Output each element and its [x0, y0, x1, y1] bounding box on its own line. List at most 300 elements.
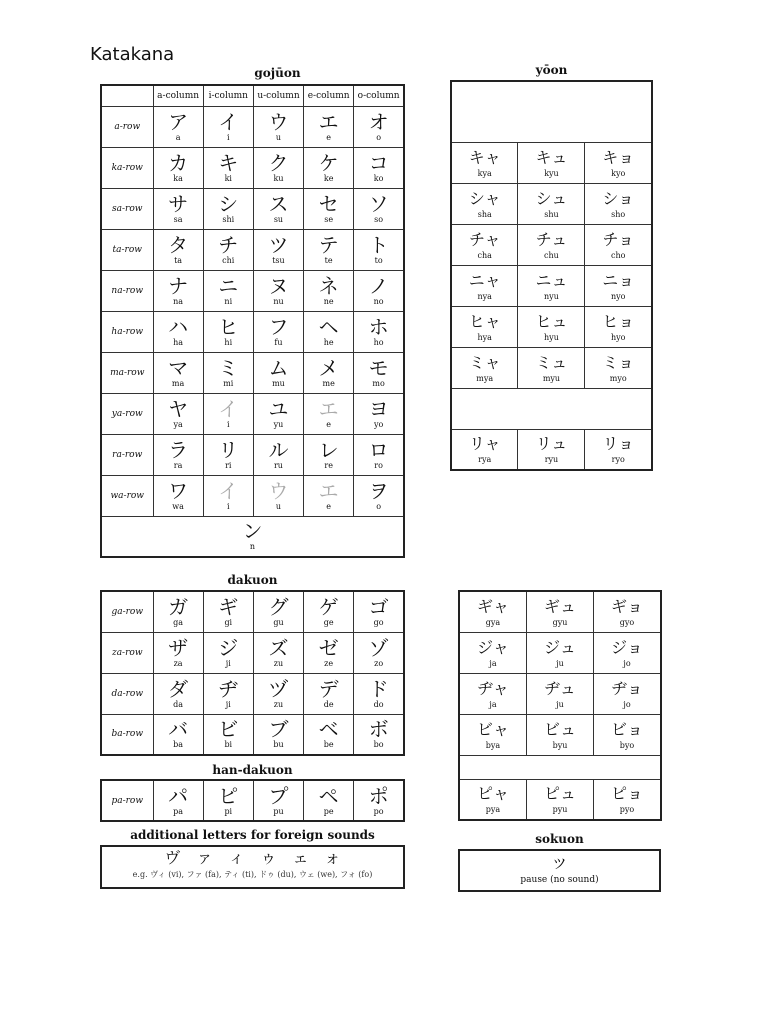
kana-cell [203, 780, 253, 821]
romaji-label: ma [171, 379, 185, 388]
kana-cell [585, 142, 652, 183]
kana-cell [253, 230, 303, 271]
row-label: ka-row [101, 148, 153, 189]
kana-glyph: ダ [168, 676, 189, 701]
kana-glyph: ニョ [602, 270, 635, 290]
kana-cell [304, 591, 354, 632]
kana-glyph: ヌ [268, 274, 289, 298]
romaji-label: ryu [544, 455, 559, 465]
kana-cell [304, 435, 354, 476]
kana-cell [153, 591, 203, 632]
kana-cell [153, 714, 203, 755]
romaji-label: ki [224, 174, 232, 183]
column-header: o-column [354, 85, 404, 107]
kana-glyph: ヂ [218, 676, 239, 701]
kana-glyph: メ [318, 356, 339, 380]
romaji-label: mya [476, 373, 494, 383]
kana-glyph: ヂャ [477, 678, 509, 698]
kana-cell [253, 714, 303, 755]
romaji-label: zu [273, 658, 284, 668]
kana-cell [354, 632, 404, 673]
kana-cell [354, 189, 404, 230]
romaji-label: gi [224, 617, 233, 627]
kana-cell [354, 435, 404, 476]
kana-glyph: ゾ [368, 635, 389, 660]
romaji-label: nya [477, 291, 492, 301]
kana-cell [354, 148, 404, 189]
kana-glyph: レ [318, 438, 339, 462]
romaji-label: tsu [272, 256, 285, 265]
kana-glyph: ク [268, 151, 289, 175]
romaji-label: a [175, 133, 181, 142]
kana-cell [253, 476, 303, 517]
kana-glyph: ヂュ [544, 678, 576, 698]
kana-cell [585, 224, 652, 265]
row-label: ha-row [101, 312, 153, 353]
romaji-label: zu [273, 699, 284, 709]
kana-glyph: ミャ [468, 352, 501, 372]
romaji-label: i [227, 420, 230, 429]
kana-glyph: ス [268, 192, 289, 216]
romaji-label: ja [489, 699, 497, 709]
kana-cell [451, 306, 518, 347]
kana-glyph: エ [318, 397, 339, 421]
kana-cell [253, 435, 303, 476]
kana-cell [527, 591, 594, 632]
kana-glyph: ロ [368, 438, 389, 462]
romaji-label: yo [373, 420, 384, 429]
romaji-label: o [376, 502, 382, 511]
kana-cell [585, 306, 652, 347]
foreign-example: e.g. ヴィ (vi), ファ (fa), ティ (ti), ドゥ (du), ウェ (we), フォ (fo) [132, 870, 373, 879]
kana-cell [253, 148, 303, 189]
romaji-label: jo [623, 699, 631, 709]
kana-glyph: ゴ [368, 594, 389, 619]
table-row [101, 435, 404, 476]
romaji-label: jo [623, 658, 631, 668]
kana-cell [203, 189, 253, 230]
romaji-label: to [374, 256, 383, 265]
kana-glyph: ピョ [610, 784, 643, 804]
kana-glyph: ル [268, 438, 289, 462]
kana-cell [354, 780, 404, 821]
kana-cell [354, 714, 404, 755]
kana-cell [354, 394, 404, 435]
table-row [101, 312, 404, 353]
romaji-label: hya [477, 332, 492, 342]
romaji-label: go [373, 617, 384, 627]
kana-cell [203, 230, 253, 271]
kana-glyph: ウ [268, 110, 289, 134]
kana-glyph: ア [168, 110, 189, 134]
romaji-label: rya [478, 455, 492, 465]
romaji-label: be [323, 740, 334, 750]
romaji-label: pyu [552, 805, 568, 815]
yoon-table [450, 80, 653, 471]
kana-cell [527, 632, 594, 673]
kana-glyph: ピ [218, 783, 239, 808]
sokuon-box [458, 849, 661, 892]
romaji-label: ho [373, 338, 384, 347]
row-label: ya-row [101, 394, 153, 435]
kana-glyph: ネ [318, 274, 339, 298]
kana-cell [203, 271, 253, 312]
romaji-label: chu [544, 250, 559, 260]
romaji-label: cha [477, 250, 492, 260]
romaji-label: shu [544, 209, 559, 219]
romaji-label: nyu [544, 291, 559, 301]
romaji-label: nyo [610, 291, 626, 301]
kana-cell [153, 312, 203, 353]
romaji-label: ri [225, 461, 232, 470]
kana-glyph: ズ [268, 635, 289, 660]
romaji-label: o [376, 133, 382, 142]
yoon-dakuon-table [458, 590, 662, 821]
kana-glyph: プ [268, 783, 289, 808]
kana-cell [354, 673, 404, 714]
kana-cell [304, 714, 354, 755]
romaji-label: i [227, 133, 230, 142]
yoon-title: yōon [535, 63, 568, 77]
romaji-label: ga [173, 617, 184, 627]
corner-cell [101, 85, 153, 107]
kana-glyph: ジ [218, 635, 239, 660]
kana-glyph: ヘ [318, 315, 339, 339]
kana-cell [354, 107, 404, 148]
kana-glyph: ニャ [468, 270, 501, 290]
romaji-label: e [326, 502, 332, 511]
romaji-label: gya [485, 617, 501, 627]
romaji-label: he [323, 338, 334, 347]
foreign-box [100, 845, 405, 889]
kana-cell [354, 230, 404, 271]
kana-cell [354, 353, 404, 394]
romaji-label: pu [273, 806, 284, 816]
romaji-label: cho [610, 250, 626, 260]
kana-cell [253, 394, 303, 435]
kana-cell [354, 476, 404, 517]
romaji-label: te [324, 256, 333, 265]
kana-glyph: ニ [218, 274, 239, 298]
kana-glyph: キ [218, 151, 239, 175]
kana-glyph: テ [318, 233, 339, 257]
kana-cell [304, 353, 354, 394]
romaji-label: ra [173, 461, 183, 470]
romaji-label: se [324, 215, 334, 224]
romaji-label: yu [273, 420, 284, 429]
romaji-label: za [173, 658, 183, 668]
row-label: ba-row [101, 714, 153, 755]
kana-glyph: ワ [168, 479, 189, 503]
kana-cell [585, 183, 652, 224]
kana-glyph: ヒュ [535, 311, 568, 331]
kana-cell [459, 591, 527, 632]
romaji-label: bu [273, 740, 284, 750]
romaji-label: su [273, 215, 284, 224]
kana-glyph: ト [368, 233, 389, 257]
romaji-label: gu [273, 617, 284, 627]
kana-cell [153, 632, 203, 673]
kana-cell [594, 632, 662, 673]
kana-glyph: ジュ [544, 637, 576, 657]
kana-cell [253, 673, 303, 714]
kana-glyph: リ [218, 438, 239, 462]
kana-glyph: キョ [602, 147, 635, 167]
kana-cell [594, 673, 662, 714]
table-row [451, 347, 652, 388]
kana-glyph: ミョ [602, 352, 635, 372]
kana-cell [518, 183, 585, 224]
romaji-label: ta [174, 256, 183, 265]
kana-glyph: チュ [535, 229, 568, 249]
kana-glyph: イ [218, 110, 239, 134]
kana-glyph: モ [368, 356, 389, 380]
empty-row [451, 81, 652, 142]
kana-glyph: ミュ [535, 352, 568, 372]
dakuon-title: dakuon [227, 573, 278, 587]
kana-cell [203, 312, 253, 353]
kana-glyph: リュ [535, 434, 568, 454]
table-row [459, 632, 661, 673]
kana-glyph: リョ [602, 434, 634, 454]
kana-cell [253, 353, 303, 394]
kana-glyph: ハ [168, 315, 189, 339]
kana-glyph: ポ [368, 783, 389, 808]
column-header: a-column [153, 85, 203, 107]
romaji-label: ko [373, 174, 384, 183]
table-row [101, 271, 404, 312]
row-label: da-row [101, 673, 153, 714]
kana-cell [253, 271, 303, 312]
kana-glyph: ガ [168, 594, 189, 619]
kana-glyph: ホ [368, 315, 389, 339]
kana-cell [153, 673, 203, 714]
kana-cell [585, 265, 652, 306]
kana-glyph: シ [218, 192, 239, 216]
kana-glyph: ツ [268, 233, 289, 257]
kana-glyph: チャ [468, 229, 501, 249]
table-row [101, 476, 404, 517]
kana-cell [451, 265, 518, 306]
romaji-label: wa [172, 502, 184, 511]
romaji-label: hi [224, 338, 233, 347]
kana-cell [253, 189, 303, 230]
romaji-label: me [322, 379, 335, 388]
romaji-label: ka [173, 174, 183, 183]
table-row [451, 265, 652, 306]
kana-glyph: シュ [535, 188, 568, 208]
table-row [101, 353, 404, 394]
kana-cell [594, 714, 662, 755]
kana-glyph: ヂョ [611, 678, 643, 698]
kana-glyph: ヅ [268, 676, 289, 701]
kana-glyph: ゲ [318, 594, 339, 619]
kana-cell [253, 632, 303, 673]
kana-glyph: ビャ [476, 719, 509, 739]
table-row [101, 189, 404, 230]
kana-cell [304, 148, 354, 189]
romaji-label: na [173, 297, 184, 306]
romaji-label: hyo [610, 332, 626, 342]
romaji-label: sha [477, 209, 492, 219]
row-label: ga-row [101, 591, 153, 632]
column-header: i-column [203, 85, 253, 107]
kana-glyph: マ [168, 356, 189, 380]
kana-glyph: バ [168, 717, 189, 742]
kana-cell [153, 780, 203, 821]
romaji-label: ji [225, 658, 231, 668]
kana-cell [354, 271, 404, 312]
kana-glyph: シャ [468, 188, 501, 208]
kana-cell [153, 476, 203, 517]
kana-cell [304, 476, 354, 517]
romaji-label: mu [272, 379, 285, 388]
kana-cell [518, 429, 585, 470]
table-row [459, 673, 661, 714]
kana-cell [518, 347, 585, 388]
kana-cell [354, 591, 404, 632]
romaji-label: hyu [544, 332, 559, 342]
sokuon-title: sokuon [535, 832, 584, 846]
kana-cell [304, 632, 354, 673]
romaji-label: nu [273, 297, 284, 306]
kana-glyph: ミ [218, 356, 239, 380]
table-row [101, 780, 404, 821]
kana-glyph: エ [318, 479, 339, 503]
romaji-label: re [324, 461, 333, 470]
kana-glyph: ニュ [535, 270, 568, 290]
handakuon-title: han-dakuon [212, 763, 293, 777]
kana-glyph: ビ [218, 717, 239, 742]
romaji-label: de [323, 699, 334, 709]
romaji-label: shi [222, 215, 235, 224]
romaji-label: e [326, 420, 332, 429]
kana-glyph: グ [268, 594, 289, 619]
row-label: sa-row [101, 189, 153, 230]
kana-cell [203, 148, 253, 189]
kana-glyph: ギャ [476, 596, 509, 616]
romaji-label: ja [489, 658, 497, 668]
table-row [459, 714, 661, 755]
romaji-label: pya [485, 805, 501, 815]
row-label: a-row [101, 107, 153, 148]
table-row [451, 306, 652, 347]
kana-glyph: ン [242, 519, 263, 544]
kana-glyph: チ [218, 233, 239, 257]
kana-cell [451, 429, 518, 470]
kana-cell [203, 476, 253, 517]
romaji-label: u [275, 133, 282, 142]
kana-cell [253, 107, 303, 148]
kana-cell [153, 353, 203, 394]
romaji-label: e [326, 133, 332, 142]
romaji-label: da [173, 699, 184, 709]
sokuon-note: pause (no sound) [520, 875, 599, 885]
kana-cell [253, 780, 303, 821]
romaji-label: kya [477, 168, 492, 178]
kana-cell [585, 429, 652, 470]
romaji-label: n [249, 542, 256, 552]
kana-glyph: オ [368, 110, 389, 134]
romaji-label: u [275, 502, 282, 511]
romaji-label: myu [542, 373, 561, 383]
romaji-label: bo [373, 740, 384, 750]
kana-glyph: デ [318, 676, 339, 701]
kana-glyph: タ [168, 233, 189, 257]
kana-cell [518, 306, 585, 347]
row-label: ta-row [101, 230, 153, 271]
kana-glyph: キュ [535, 147, 568, 167]
kana-cell [253, 312, 303, 353]
kana-cell [304, 312, 354, 353]
kana-glyph: イ [218, 479, 239, 503]
row-label: na-row [101, 271, 153, 312]
kana-cell [153, 435, 203, 476]
kana-glyph: ジョ [611, 637, 643, 657]
romaji-label: so [374, 215, 384, 224]
romaji-label: sho [611, 209, 626, 219]
kana-glyph: リャ [468, 434, 501, 454]
kana-glyph: セ [318, 192, 339, 216]
romaji-label: i [227, 502, 230, 511]
kana-cell [451, 347, 518, 388]
kana-cell [518, 224, 585, 265]
kana-cell [203, 435, 253, 476]
romaji-label: pi [224, 806, 233, 816]
kana-glyph: ユ [268, 397, 289, 421]
kana-cell [451, 183, 518, 224]
foreign-letters: ヴ ァ ィ ゥ ェ ォ [164, 848, 341, 867]
kana-cell [203, 632, 253, 673]
romaji-label: byo [619, 740, 635, 750]
table-row [101, 394, 404, 435]
kana-cell [451, 224, 518, 265]
romaji-label: gyo [619, 617, 635, 627]
table-row [451, 183, 652, 224]
kana-glyph: パ [168, 783, 189, 808]
romaji-label: po [373, 806, 384, 816]
dakuon-table [100, 590, 405, 756]
table-row [451, 429, 652, 470]
kana-glyph: ソ [368, 192, 389, 216]
handakuon-table [100, 779, 405, 822]
kana-glyph: ベ [318, 717, 339, 742]
kana-cell [203, 591, 253, 632]
romaji-label: bi [224, 740, 233, 750]
kana-glyph: ビョ [610, 719, 643, 739]
n-cell [101, 517, 404, 557]
kana-cell [203, 107, 253, 148]
kana-cell [253, 591, 303, 632]
column-header: u-column [253, 85, 303, 107]
romaji-label: ju [556, 699, 564, 709]
kana-cell [153, 394, 203, 435]
kana-glyph: エ [318, 110, 339, 134]
kana-glyph: ビュ [543, 719, 576, 739]
kana-glyph: ウ [268, 479, 289, 503]
kana-cell [153, 271, 203, 312]
romaji-label: do [373, 699, 384, 709]
romaji-label: mo [372, 379, 385, 388]
kana-cell [304, 107, 354, 148]
empty-row [459, 755, 661, 779]
table-row [101, 230, 404, 271]
kana-glyph: ザ [168, 635, 189, 660]
kana-glyph: ケ [318, 151, 339, 175]
sokuon-kana: ッ [550, 852, 569, 873]
table-row [101, 107, 404, 148]
table-row [101, 591, 404, 632]
